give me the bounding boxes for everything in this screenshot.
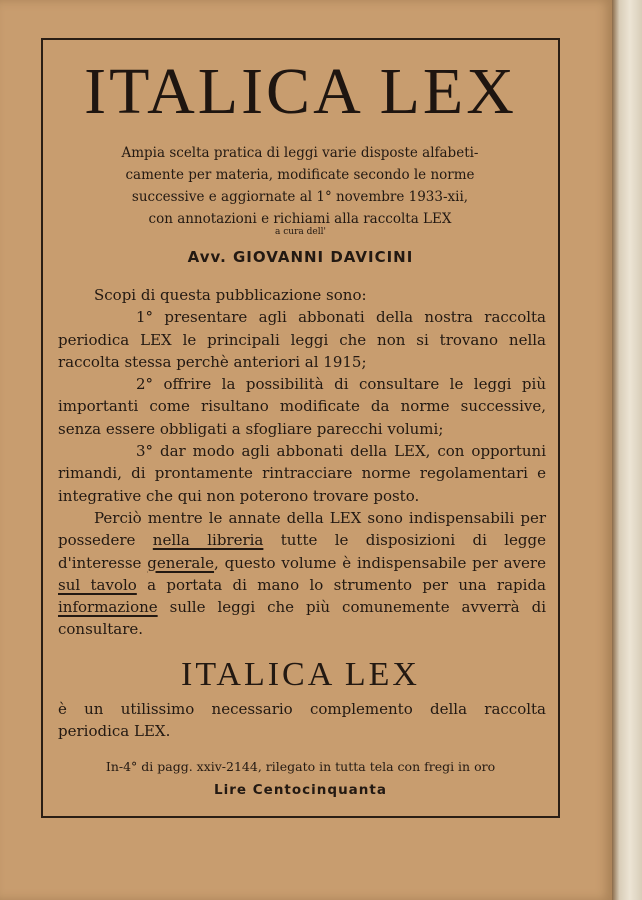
purpose-item-1: 1° presentare agli abbonati della nostra raccolta periodica LEX le principali leggi che non si trovano nella raccolta stessa perchè anteriori al 1915;	[58, 308, 546, 371]
curator-prefix: a cura dell'	[275, 227, 326, 237]
price: Lire Centocinquanta	[214, 782, 387, 798]
complement-text: è un utilissimo necessario complemento della raccolta periodica LEX.	[58, 700, 546, 741]
conclusion-text: sulle leggi che più comunemente avverrà di consultare.	[58, 598, 546, 639]
purpose-item-2: 2° offrire la possibilità di consultare le leggi più importanti come risultano modificate da norme successive, senza essere obbligati a sfogliare parecchi volumi;	[58, 375, 546, 438]
purpose-item-3: 3° dar modo agli abbonati della LEX, con opportuni rimandi, di prontamente rintracciare norme regolamentari e integrative che qui non poterono trovare posto.	[58, 442, 546, 505]
underlined-phrase: nella libreria	[152, 531, 264, 550]
page-title: ITALICA LEX	[84, 55, 517, 128]
format-details: In-4° di pagg. xxiv-2144, rilegato in tutta tela con fregi in oro	[105, 759, 496, 774]
intro-line: camente per materia, modificate secondo le norme	[125, 167, 475, 183]
conclusion-text: Perciò mentre le annate della LEX sono indispensabili per possedere	[58, 508, 546, 550]
purpose-lead: Scopi di questa pubblicazione sono:	[94, 286, 367, 304]
page-edge	[612, 0, 642, 900]
conclusion-text: , questo volume è indispensabile per avere	[214, 553, 546, 572]
conclusion-text: tutte le disposizioni di legge d'interesse	[58, 531, 547, 572]
curator-name: Avv. GIOVANNI DAVICINI	[187, 248, 414, 266]
underlined-phrase: generale	[147, 553, 215, 572]
body-text	[58, 284, 546, 641]
underlined-phrase: informazione	[58, 598, 158, 617]
conclusion-text: a portata di mano lo strumento per una rapida	[136, 575, 546, 594]
underlined-phrase: sul tavolo	[58, 575, 137, 594]
intro-line: Ampia scelta pratica di leggi varie disposte alfabeti-	[121, 145, 479, 161]
conclusion-paragraph	[58, 507, 546, 641]
intro-line: con annotazioni e richiami alla raccolta LEX	[148, 211, 452, 227]
title-repeat: ITALICA LEX	[181, 656, 420, 693]
intro-text	[110, 142, 490, 230]
intro-line: successive e aggiornate al 1° novembre 1933-xii,	[131, 189, 469, 205]
